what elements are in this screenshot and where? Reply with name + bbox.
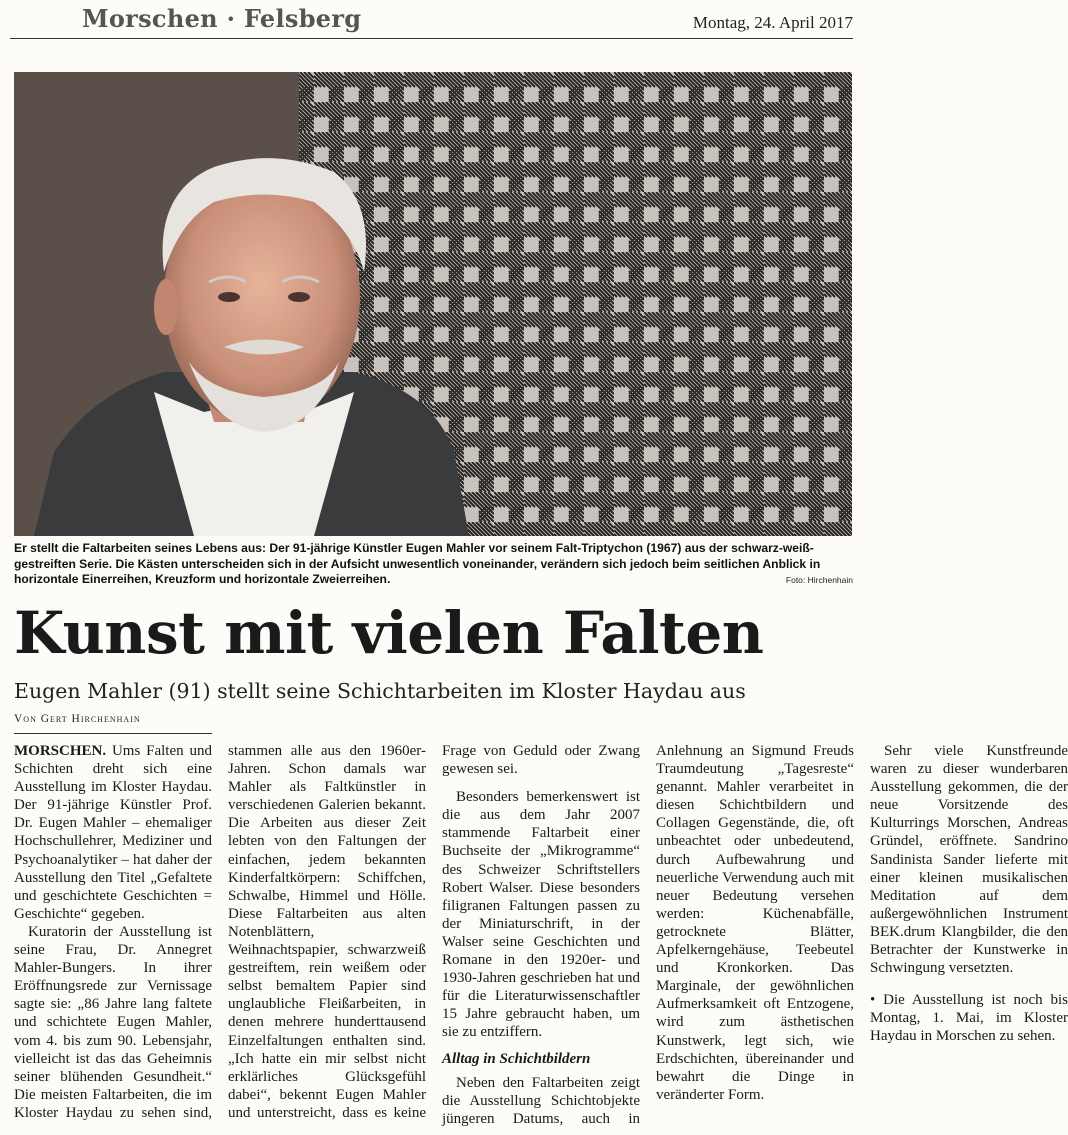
inline-subheading: Alltag in Schichtbildern	[442, 1050, 591, 1067]
article-body	[14, 742, 1068, 1134]
photo-illustration	[14, 72, 852, 536]
article-paragraph: MORSCHEN. Ums Falten und Schichten dreht sich eine Ausstellung im Kloster Haydau. Der 91-jährige Künstler Prof. Dr. Eugen Mahler – ehemaliger Hochschullehrer, Mediziner und Psychoanalytiker – hat daher der Ausstellung den Titel „Gefaltete und geschichtete Geschichten = Geschichte“ gegeben.	[14, 743, 212, 922]
article-paragraph: Sehr viele Kunstfreunde waren zu dieser wunderbaren Ausstellung gekommen, die der neue Vorsitzende des Kulturrings Morschen, Andreas Gründel, eröffnete. Sandrino Sandinista Sander lieferte mit einer kleinen musikalischen Meditation auf dem außergewöhnlichen Instrument BEK.drum Klangbilder, die den Betrachter der Kunstwerke in Schwingung versetzten.	[870, 743, 1068, 977]
photo-credit: Foto: Hirchenhain	[785, 575, 853, 585]
section-title: Morschen · Felsberg	[82, 4, 362, 33]
article-paragraph: Besonders bemerkenswert ist die aus dem Jahr 2007 stammende Faltarbeit einer Buchseite der „Mikrogramme“ des Schweizer Schriftstellers Robert Walser. Diese besonders filigranen Faltungen passen zu der Miniaturschrift, in der Walser seine Geschichten und Romane in den 1920er- und 1930-Jahren geschrieben hat und für die Literaturwissenschaftler 15 Jahre gebraucht haben, um sie zu entziffern.	[442, 789, 640, 1041]
page-header	[10, 0, 853, 39]
subheadline: Eugen Mahler (91) stellt seine Schichtarbeiten im Kloster Haydau aus	[14, 679, 746, 703]
headline: Kunst mit vielen Falten	[14, 599, 764, 667]
article-paragraph: Neben den Faltarbeiten zeigt die Ausstellung Schichtobjekte jüngeren Datums, auch in Anlehnung an Sigmund Freuds Traumdeutung „Tagesreste“ genannt. Mahler verarbeitet in diesen Schichtbildern und Collagen Gegenstände, die, oft unbeachtet oder unbedeutend, durch Aufbewahrung und neuerliche Verwendung auch mit neuer Bedeutung versehen werden: Küchenabfälle, getrocknete Blätter, Apfelkerngehäuse, Teebeutel und Kronkorken. Das Marginale, der gewöhnlichen Aufmerksamkeit oft Entzogene, wird zum ästhetischen Kunstwerk, legt sich, wie Erdschichten, übereinander und bewahrt die Dinge in veränderter Form.	[442, 743, 854, 1127]
issue-date: Montag, 24. April 2017	[692, 13, 853, 32]
photo-caption: Er stellt die Faltarbeiten seines Lebens aus: Der 91-jährige Künstler Eugen Mahler vor seinem Falt-Triptychon (1967) aus der schwarz-weiß-gestreiften Serie. Die Kästen unterscheiden sich in der Aufsicht unwesentlich voneinander, verändern sich jedoch beim seitlichen Anblick in horizontale Einerreihen, Kreuzform und horizontale Zweierreihen.	[14, 541, 821, 586]
exhibition-note: • Die Ausstellung ist noch bis Montag, 1. Mai, im Kloster Haydau in Morschen zu sehen.	[870, 992, 1068, 1045]
dateline: MORSCHEN.	[14, 743, 112, 759]
article-photo	[14, 72, 852, 536]
article-paragraph: Kuratorin der Ausstellung ist seine Frau, Dr. Annegret Mahler-Bungers. In ihrer Eröffnungsrede zur Vernissage sagte sie: „86 Jahre lang faltete und schichtete Eugen Mahler, vom 4. bis zum 90. Lebensjahr, vielleicht ist das das Geheimnis seiner blühenden Gesundheit.“ Die meisten Faltarbeiten, die im Kloster Haydau zu sehen sind, stammen alle aus den 1960er-Jahren. Schon damals war Mahler als Faltkünstler in verschiedenen Galerien bekannt. Die Arbeiten aus dieser Zeit lebten von den Faltungen der einfachen, jedem bekannten Kinderfaltkörpern: Schiffchen, Schwalbe, Himmel und Hölle. Diese Faltarbeiten aus alten Notenblättern, Weihnachtspapier, schwarzweiß gestreiftem, rein weißem oder selbst bemaltem Papier sind unglaubliche Fleißarbeiten, in denen mehrere hunderttausend Einzelfaltungen enthalten sind. „Ich hatte ein mir selbst nicht erklärliches Glücksgefühl dabei“, bekennt Eugen Mahler und unterstreicht, dass es keine Frage von Geduld oder Zwang gewesen sei.	[14, 743, 640, 1121]
byline: Von Gert Hirchenhain	[14, 713, 212, 734]
